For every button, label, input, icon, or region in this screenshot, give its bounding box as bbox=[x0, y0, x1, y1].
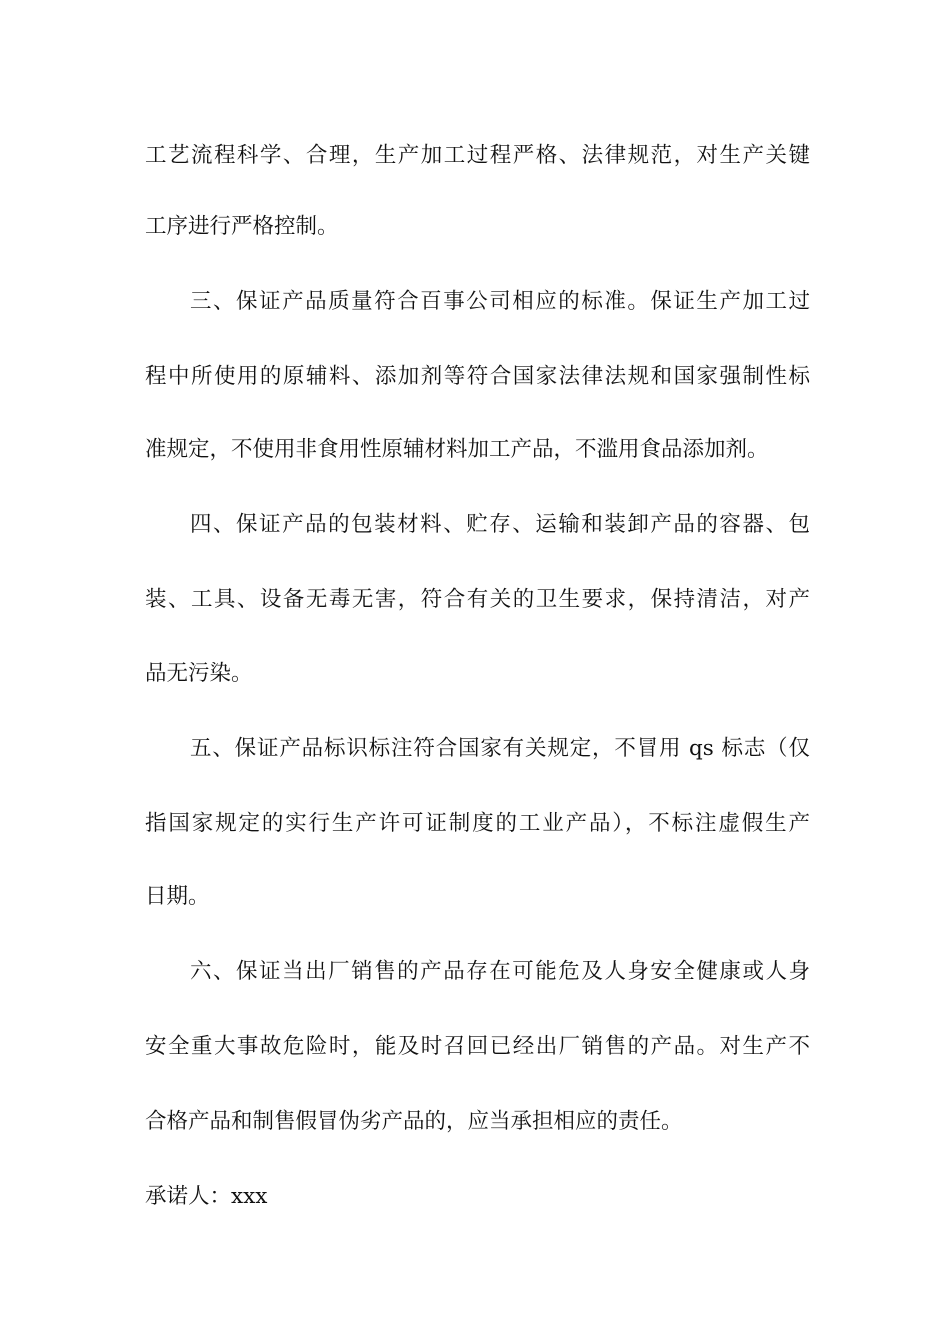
paragraph-four-line-3: 品无污染。 bbox=[145, 661, 253, 686]
paragraph-six-line-2: 安全重大事故危险时，能及时召回已经出厂销售的产品。对生产不 bbox=[145, 1034, 810, 1059]
paragraph-five-line-1: 五、保证产品标识标注符合国家有关规定，不冒用 qs 标志（仅 bbox=[190, 736, 810, 761]
paragraph-continued-line-2: 工序进行严格控制。 bbox=[145, 214, 339, 239]
paragraph-five-line-3: 日期。 bbox=[145, 884, 210, 909]
paragraph-continued-line-1: 工艺流程科学、合理，生产加工过程严格、法律规范，对生产关键 bbox=[145, 143, 810, 168]
paragraph-three-line-2: 程中所使用的原辅料、添加剂等符合国家法律法规和国家强制性标 bbox=[145, 364, 810, 389]
paragraph-six-line-1: 六、保证当出厂销售的产品存在可能危及人身安全健康或人身 bbox=[190, 959, 810, 984]
paragraph-four-line-1: 四、保证产品的包装材料、贮存、运输和装卸产品的容器、包 bbox=[190, 512, 810, 537]
paragraph-six-line-3: 合格产品和制售假冒伪劣产品的，应当承担相应的责任。 bbox=[145, 1109, 683, 1134]
paragraph-four-line-2: 装、工具、设备无毒无害，符合有关的卫生要求，保持清洁，对产 bbox=[145, 587, 810, 612]
signature-line: 承诺人：xxx bbox=[145, 1184, 268, 1209]
paragraph-five-line-2: 指国家规定的实行生产许可证制度的工业产品），不标注虚假生产 bbox=[145, 811, 810, 836]
paragraph-three-line-1: 三、保证产品质量符合百事公司相应的标准。保证生产加工过 bbox=[190, 289, 810, 314]
paragraph-three-line-3: 准规定，不使用非食用性原辅材料加工产品，不滥用食品添加剂。 bbox=[145, 437, 769, 462]
